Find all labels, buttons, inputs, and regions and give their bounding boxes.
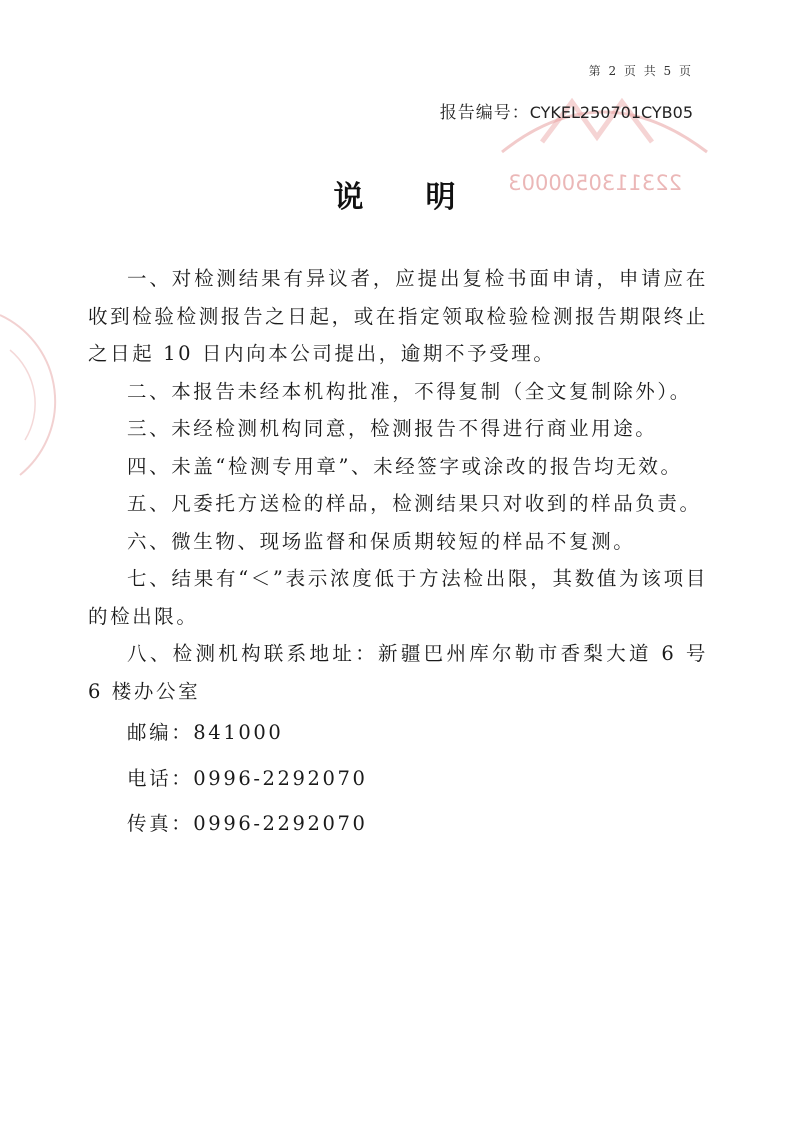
page-title: 说明	[333, 180, 518, 215]
report-number-label: 报告编号：	[439, 103, 530, 123]
side-seal-mark	[0, 310, 80, 480]
contact-block	[88, 714, 708, 843]
report-number	[440, 98, 693, 123]
fax-line: 传真：0996-2292070	[127, 812, 368, 835]
note-3: 三、未经检测机构同意，检测报告不得进行商业用途。	[127, 417, 658, 440]
note-6: 六、微生物、现场监督和保质期较短的样品不复测。	[127, 529, 636, 553]
postcode-line: 邮编：841000	[127, 721, 284, 744]
note-2: 二、本报告未经本机构批准，不得复制（全文复制除外）。	[127, 379, 692, 403]
notes-body	[88, 260, 708, 851]
note-4: 四、未盖“检测专用章”、未经签字或涂改的报告均无效。	[127, 454, 683, 478]
report-number-value: CYKEL250701CYB05	[529, 103, 693, 122]
note-7: 七、结果有“＜”表示浓度低于方法检出限，其数值为该项目的检出限。	[88, 567, 708, 628]
note-8: 八、检测机构联系地址：新疆巴州库尔勒市香梨大道 6 号 6 楼办公室	[88, 642, 708, 703]
note-5: 五、凡委托方送检的样品，检测结果只对收到的样品负责。	[127, 492, 702, 515]
note-1: 一、对检测结果有异议者，应提出复检书面申请，申请应在收到检验检测报告之日起，或在指定领取检验检测报告期限终止之日起 10 日内向本公司提出，逾期不予受理。	[88, 267, 708, 365]
page-indicator: 第 2 页 共 5 页	[588, 64, 693, 78]
phone-line: 电话：0996-2292070	[127, 766, 368, 790]
svg-text:2231130500003: 2231130500003	[508, 171, 682, 195]
